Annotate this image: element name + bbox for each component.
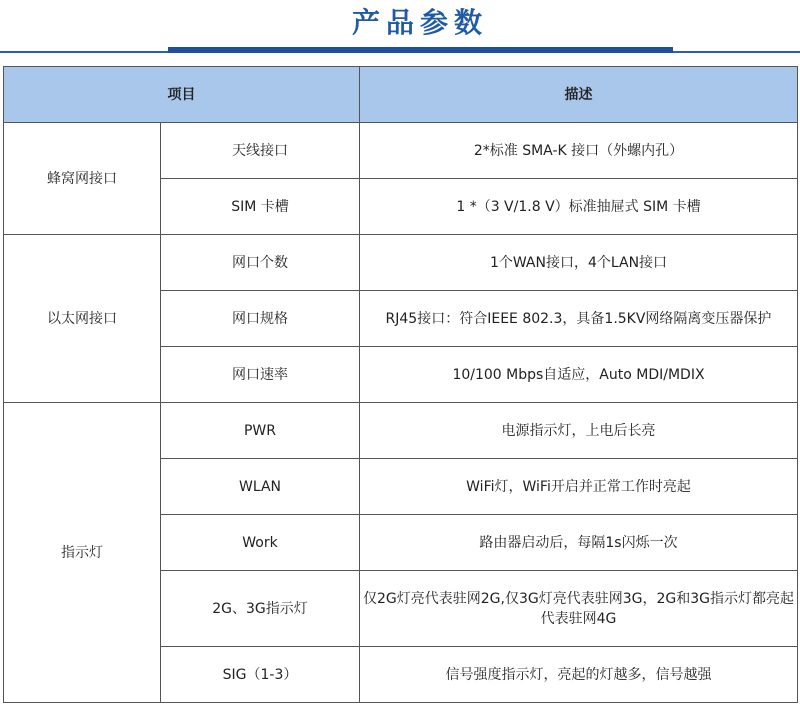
desc-cell: 仅2G灯亮代表驻网2G,仅3G灯亮代表驻网3G，2G和3G指示灯都亮起代表驻网4G — [360, 571, 798, 647]
group-cell-ethernet: 以太网接口 — [4, 235, 161, 403]
item-cell: PWR — [161, 403, 360, 459]
group-cell-cellular: 蜂窝网接口 — [4, 123, 161, 235]
group-cell-indicators: 指示灯 — [4, 403, 161, 703]
item-cell: 网口个数 — [161, 235, 360, 291]
header-desc: 描述 — [360, 67, 798, 123]
table-row — [4, 403, 798, 459]
spec-table — [3, 66, 798, 703]
desc-cell: 2*标准 SMA-K 接口（外螺内孔） — [360, 123, 798, 179]
item-cell: WLAN — [161, 459, 360, 515]
header-item: 项目 — [4, 67, 360, 123]
item-cell: 2G、3G指示灯 — [161, 571, 360, 647]
item-cell: SIG（1-3） — [161, 647, 360, 703]
page-title: 产品参数 — [351, 6, 488, 39]
table-header-row — [4, 67, 798, 123]
table-row — [4, 123, 798, 179]
desc-cell: 10/100 Mbps自适应，Auto MDI/MDIX — [360, 347, 798, 403]
title-underline-accent — [168, 47, 673, 53]
item-cell: 网口速率 — [161, 347, 360, 403]
desc-cell: RJ45接口：符合IEEE 802.3，具备1.5KV网络隔离变压器保护 — [360, 291, 798, 347]
item-cell: Work — [161, 515, 360, 571]
desc-cell: 路由器启动后，每隔1s闪烁一次 — [360, 515, 798, 571]
desc-cell: WiFi灯，WiFi开启并正常工作时亮起 — [360, 459, 798, 515]
item-cell: SIM 卡槽 — [161, 179, 360, 235]
desc-cell: 信号强度指示灯，亮起的灯越多，信号越强 — [360, 647, 798, 703]
page-header — [0, 0, 800, 60]
desc-cell: 1个WAN接口，4个LAN接口 — [360, 235, 798, 291]
desc-cell: 电源指示灯，上电后长亮 — [360, 403, 798, 459]
table-row — [4, 235, 798, 291]
item-cell: 天线接口 — [161, 123, 360, 179]
desc-cell: 1 *（3 V/1.8 V）标准抽屉式 SIM 卡槽 — [360, 179, 798, 235]
item-cell: 网口规格 — [161, 291, 360, 347]
